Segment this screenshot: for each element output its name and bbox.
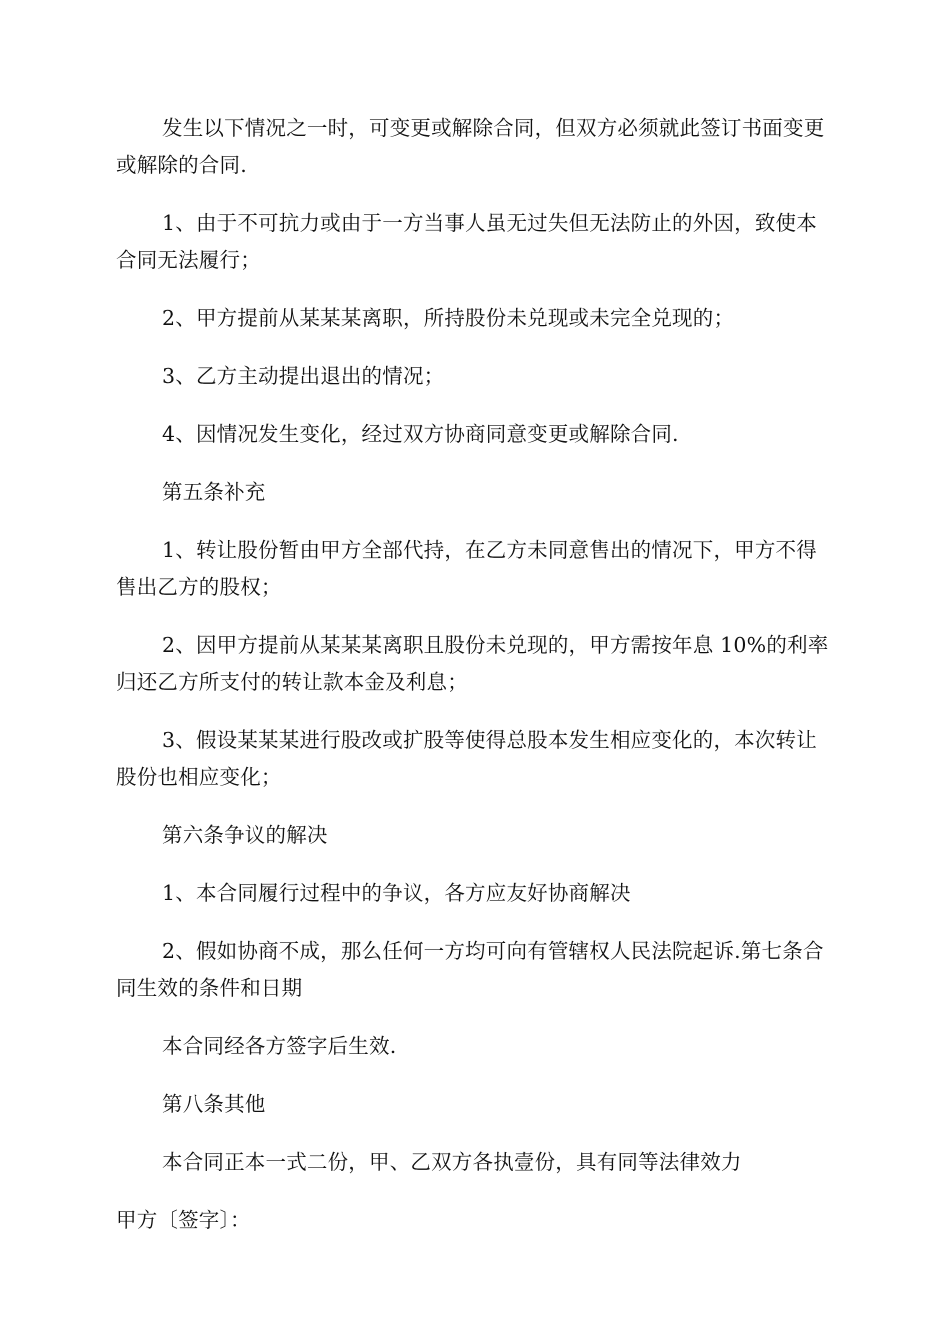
clause-item-amicable-negotiation: 1、本合同履行过程中的争议，各方应友好协商解决 xyxy=(162,881,631,905)
clause-item-mutual-agreement: 4、因情况发生变化，经过双方协商同意变更或解除合同. xyxy=(162,422,679,446)
clause-copies-and-validity: 本合同正本一式二份，甲、乙双方各执壹份，具有同等法律效力 xyxy=(162,1150,742,1174)
party-a-signature-line: 甲方〔签字〕： xyxy=(116,1208,251,1232)
clause-item-party-a-resignation: 2、甲方提前从某某某离职，所持股份未兑现或未完全兑现的； xyxy=(162,306,735,330)
section-heading-article-8: 第八条其他 xyxy=(162,1092,266,1116)
clause-item-court-litigation: 2、假如协商不成，那么任何一方均可向有管辖权人民法院起诉.第七条合同生效的条件和日期 xyxy=(116,939,824,1000)
clause-item-party-b-exit: 3、乙方主动提出退出的情况； xyxy=(162,364,445,388)
clause-item-share-restructuring: 3、假设某某某进行股改或扩股等使得总股本发生相应变化的，本次转让股份也相应变化； xyxy=(116,728,817,789)
clause-item-force-majeure: 1、由于不可抗力或由于一方当事人虽无过失但无法防止的外因，致使本合同无法履行； xyxy=(116,211,817,272)
clause-change-or-termination-intro: 发生以下情况之一时，可变更或解除合同，但双方必须就此签订书面变更或解除的合同. xyxy=(116,116,825,177)
clause-effective-upon-signing: 本合同经各方签字后生效. xyxy=(162,1034,397,1058)
document-page xyxy=(116,110,834,1239)
section-heading-article-5: 第五条补充 xyxy=(162,480,266,504)
clause-item-share-custody: 1、转让股份暂由甲方全部代持，在乙方未同意售出的情况下，甲方不得售出乙方的股权； xyxy=(116,538,817,599)
section-heading-article-6: 第六条争议的解决 xyxy=(162,823,328,847)
clause-item-refund-interest: 2、因甲方提前从某某某离职且股份未兑现的，甲方需按年息 10%的利率归还乙方所支付的转让款本金及利息； xyxy=(116,633,829,694)
